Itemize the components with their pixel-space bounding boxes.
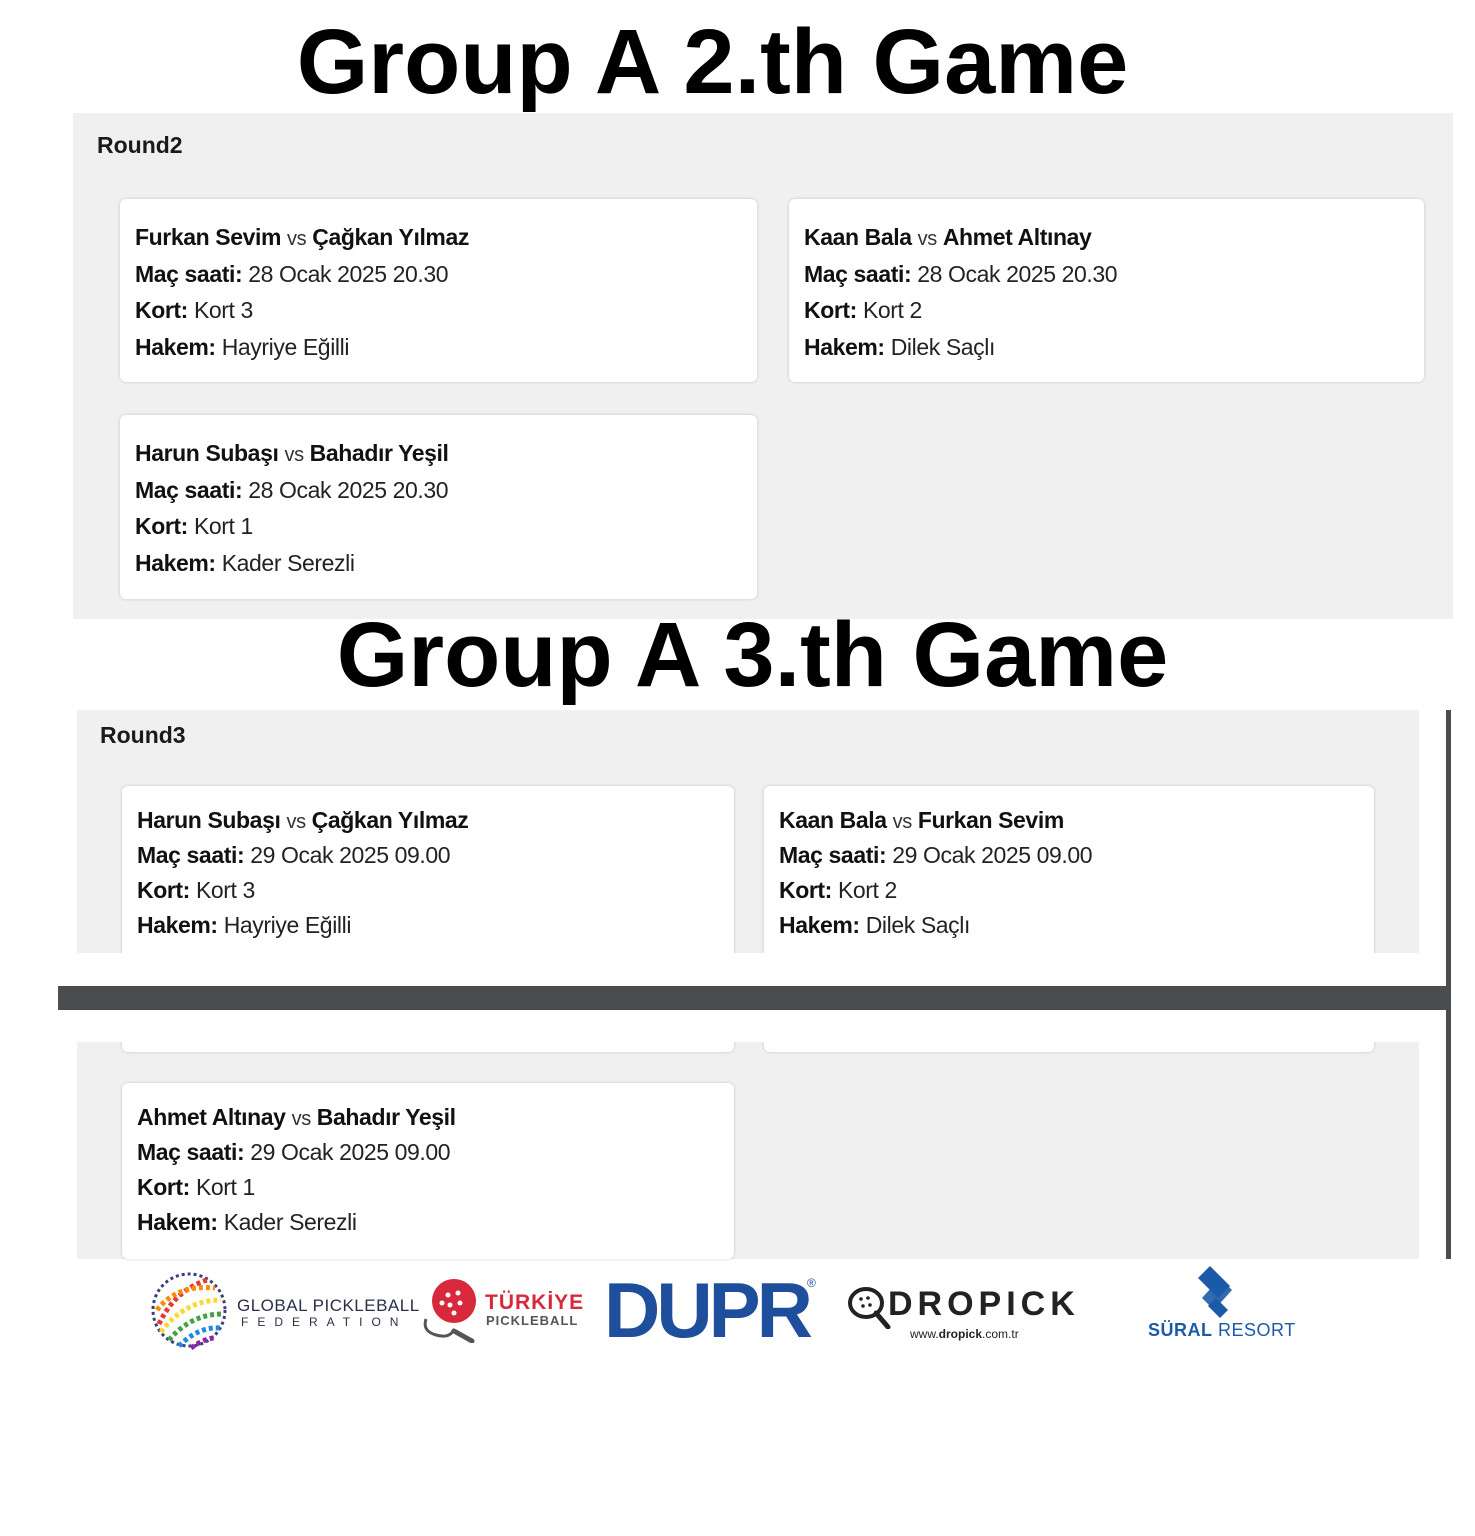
match-referee: [137, 1205, 719, 1240]
field-value: Hayriye Eğilli: [223, 912, 352, 938]
field-value: Kader Serezli: [223, 1209, 357, 1235]
turkiye-text: TÜRKİYE: [485, 1291, 585, 1314]
paddle-icon: [846, 1285, 892, 1329]
match-time: [135, 256, 742, 293]
field-label: Kort:: [135, 297, 188, 323]
match-court: [135, 508, 742, 545]
vs-label: vs: [917, 228, 937, 250]
player-name: Kaan Bala: [779, 807, 887, 833]
field-value: Kort 2: [837, 877, 897, 903]
match-card[interactable]: [120, 415, 757, 599]
field-value: 28 Ocak 2025 20.30: [917, 260, 1118, 287]
match-time: [779, 838, 1359, 873]
player-name: Ahmet Altınay: [137, 1104, 286, 1130]
field-value: Dilek Saçlı: [865, 912, 970, 938]
dropick-text: DROPICK: [888, 1285, 1080, 1323]
match-time: [804, 256, 1409, 293]
field-value: Kort 2: [862, 297, 922, 323]
field-value: Kort 3: [193, 297, 253, 323]
page-edge-line: [1446, 710, 1451, 1259]
round-label: Round2: [97, 132, 183, 158]
vs-label: vs: [284, 444, 304, 466]
vs-label: vs: [291, 1108, 311, 1130]
url-domain: dropick: [938, 1327, 983, 1341]
player-name: Çağkan Yılmaz: [312, 224, 469, 250]
turkiye-pickleball-logo: [420, 1275, 585, 1345]
match-court: [804, 292, 1409, 329]
pickleball-text: PICKLEBALL: [486, 1313, 579, 1328]
field-label: Maç saati:: [135, 260, 243, 287]
gpf-globe-icon: [145, 1270, 227, 1350]
match-players: [779, 803, 1359, 838]
match-court: [137, 873, 719, 908]
field-value: 29 Ocak 2025 09.00: [892, 842, 1093, 868]
match-card[interactable]: [789, 199, 1424, 382]
match-referee: [804, 329, 1409, 366]
match-players: [135, 219, 742, 256]
field-label: Maç saati:: [804, 260, 912, 287]
player-name: Ahmet Altınay: [942, 224, 1092, 250]
match-players: [137, 803, 719, 838]
sural-bold-word: SÜRAL: [1148, 1320, 1213, 1340]
player-name: Furkan Sevim: [135, 224, 282, 250]
match-court: [137, 1170, 719, 1205]
field-value: Kort 3: [195, 877, 255, 903]
field-value: Kort 1: [195, 1174, 255, 1200]
field-value: Kort 1: [193, 513, 253, 539]
url-prefix: www.: [910, 1327, 939, 1341]
match-time: [137, 1135, 719, 1170]
field-label: Kort:: [137, 1174, 190, 1200]
player-name: Furkan Sevim: [917, 807, 1064, 833]
sural-text: [1148, 1320, 1296, 1341]
field-value: Dilek Saçlı: [890, 333, 995, 360]
field-label: Maç saati:: [137, 842, 245, 868]
field-label: Hakem:: [137, 912, 218, 938]
dropick-logo: [846, 1283, 1116, 1347]
field-value: 28 Ocak 2025 20.30: [248, 260, 449, 287]
player-name: Harun Subaşı: [137, 807, 281, 833]
page-break-divider: [58, 986, 1450, 1010]
field-label: Kort:: [804, 297, 857, 323]
player-name: Bahadır Yeşil: [316, 1104, 456, 1130]
url-suffix: .com.tr: [982, 1327, 1019, 1341]
match-time: [137, 838, 719, 873]
round-label: Round3: [100, 722, 186, 748]
round-panel: [73, 113, 1453, 619]
match-referee: [779, 908, 1359, 943]
field-value: 29 Ocak 2025 09.00: [250, 1139, 451, 1165]
paddle-ball-icon: [420, 1275, 482, 1343]
vs-label: vs: [287, 228, 307, 250]
player-name: Harun Subaşı: [135, 440, 279, 466]
dropick-url: [910, 1327, 1019, 1341]
field-value: Hayriye Eğilli: [221, 333, 350, 360]
field-value: 29 Ocak 2025 09.00: [250, 842, 451, 868]
match-referee: [135, 329, 742, 366]
section-title: Group A 3.th Game: [336, 604, 1169, 706]
match-referee: [137, 908, 719, 943]
field-label: Maç saati:: [137, 1139, 245, 1165]
vs-label: vs: [286, 811, 306, 833]
match-players: [804, 219, 1409, 256]
match-court: [135, 292, 742, 329]
gpf-logo: [145, 1270, 420, 1350]
match-card[interactable]: [122, 1083, 734, 1259]
sural-resort-logo: [1148, 1264, 1296, 1344]
field-label: Kort:: [137, 877, 190, 903]
registered-mark: ®: [807, 1276, 816, 1290]
sural-s-icon: [1192, 1264, 1242, 1320]
section-title: Group A 2.th Game: [296, 11, 1129, 113]
field-label: Hakem:: [779, 912, 860, 938]
field-label: Hakem:: [135, 333, 216, 360]
field-label: Kort:: [135, 513, 188, 539]
field-label: Hakem:: [804, 333, 885, 360]
resort-word: RESORT: [1218, 1320, 1296, 1340]
match-court: [779, 873, 1359, 908]
match-time: [135, 472, 742, 509]
player-name: Çağkan Yılmaz: [311, 807, 469, 833]
gpf-name-line2: FEDERATION: [241, 1315, 408, 1329]
dupr-text: DUPR: [604, 1266, 810, 1354]
field-label: Hakem:: [137, 1209, 218, 1235]
player-name: Kaan Bala: [804, 224, 912, 250]
field-label: Hakem:: [135, 549, 216, 576]
field-label: Kort:: [779, 877, 832, 903]
field-label: Maç saati:: [779, 842, 887, 868]
gpf-name-line1: GLOBAL PICKLEBALL: [237, 1296, 420, 1315]
field-label: Maç saati:: [135, 476, 243, 503]
field-value: Kader Serezli: [221, 549, 355, 576]
match-players: [135, 435, 742, 472]
match-referee: [135, 545, 742, 582]
vs-label: vs: [892, 811, 912, 833]
match-players: [137, 1100, 719, 1135]
player-name: Bahadır Yeşil: [309, 440, 449, 466]
field-value: 28 Ocak 2025 20.30: [248, 476, 449, 503]
match-card[interactable]: [120, 199, 757, 382]
dupr-logo: [604, 1266, 824, 1354]
